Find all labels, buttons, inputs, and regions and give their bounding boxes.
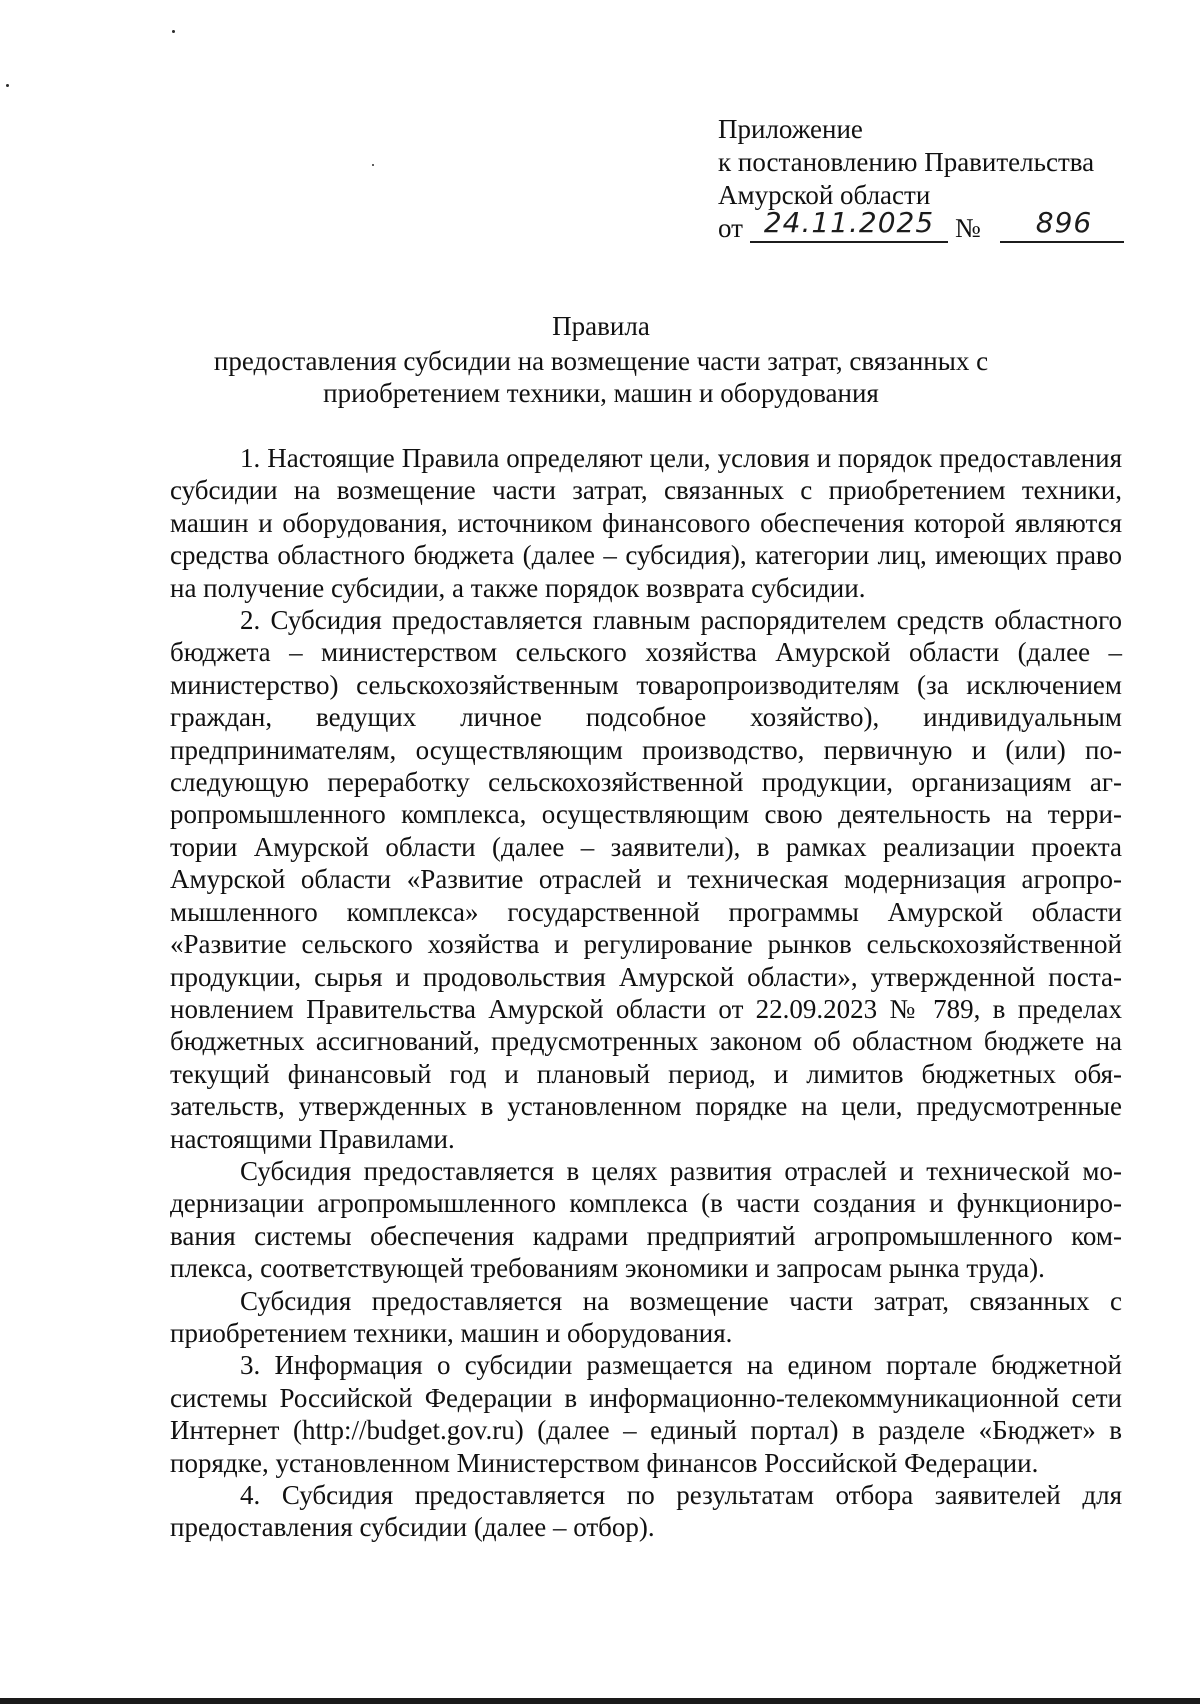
number-sign: № (955, 213, 981, 243)
rules-subtitle-line-2: приобретением техники, машин и оборудования (323, 378, 879, 408)
handwritten-date: 24.11.2025 (763, 206, 935, 239)
paragraph-3: 3. Информация о субсидии размещается на едином портале бюджетной системы Российской Федерации в информационно-телекоммуникационной сети Интернет (http://budget.gov.ru) (далее – единый портал) в разделе «Бюджет» в порядке, установленном Министерством финансов Российской Федерации. (170, 1350, 1122, 1478)
scan-bottom-edge (0, 1698, 1200, 1704)
paragraph-4: 4. Субсидия предоставляется по результатам отбора заявителей для предоставления субсидии (далее – отбор). (170, 1480, 1122, 1543)
scan-speck (372, 164, 374, 166)
paragraph-2-purpose: Субсидия предоставляется в целях развития отраслей и технической модернизации агропромышленного комплекса (в части создания и функционирования системы обеспечения кадрами предприятий агропромышленного комплекса, соответствующей требованиям экономики и запросам рынка труда). (170, 1155, 1122, 1284)
date-underline (750, 241, 948, 243)
appendix-block (718, 113, 1158, 246)
appendix-label: Приложение (718, 114, 863, 144)
date-prefix: от (718, 213, 743, 243)
appendix-region-line: Амурской области (718, 180, 931, 210)
number-underline (1000, 241, 1124, 243)
rules-subtitle-line-1: предоставления субсидии на возмещение части затрат, связанных с (213, 346, 989, 376)
rules-title-block (160, 310, 1042, 409)
scan-speck (6, 84, 9, 87)
paragraph-2-reimbursement: Субсидия предоставляется на возмещение части затрат, связанных с приобретением техники, машин и оборудования. (170, 1285, 1122, 1348)
scan-speck (172, 30, 175, 33)
appendix-resolution-line: к постановлению Правительства (718, 147, 1095, 177)
rules-body (170, 442, 1122, 1544)
paragraph-2: 2. Субсидия предоставляется главным распорядителем средств областного бюджета – министерством сельского хозяйства Амурской области (далее – министерство) сельскохозяйственным товаропроизводителям (за исключением граждан, ведущих личное подсобное хозяйство), индивидуальным предпринимателям, осуществляющим производство, первичную и (или) последующую переработку сельскохозяйственной продукции, организациям агропромышленного комплекса, осуществляющим свою деятельность на территории Амурской области (далее – заявители), в рамках реализации проекта Амурской области «Развитие отраслей и техническая модернизация агропромышленного комплекса» государственной программы Амурской области «Развитие сельского хозяйства и регулирование рынков сельскохозяйственной продукции, сырья и продовольствия Амурской области», утвержденной постановлением Правительства Амурской области от 22.09.2023 № 789, в пределах бюджетных ассигнований, предусмотренных законом об областном бюджете на текущий финансовый год и плановый период, и лимитов бюджетных обязательств, утвержденных в установленном порядке на цели, предусмотренные настоящими Правилами. (170, 605, 1122, 1154)
paragraph-1: 1. Настоящие Правила определяют цели, условия и порядок предоставления субсидии на возмещение части затрат, связанных с приобретением техники, машин и оборудования, источником финансового обеспечения которой являются средства областного бюджета (далее – субсидия), категории лиц, имеющих право на получение субсидии, а также порядок возврата субсидии. (170, 443, 1122, 603)
handwritten-number: 896 (1035, 206, 1093, 239)
appendix-date-line (718, 206, 1158, 246)
rules-title: Правила (552, 311, 650, 341)
